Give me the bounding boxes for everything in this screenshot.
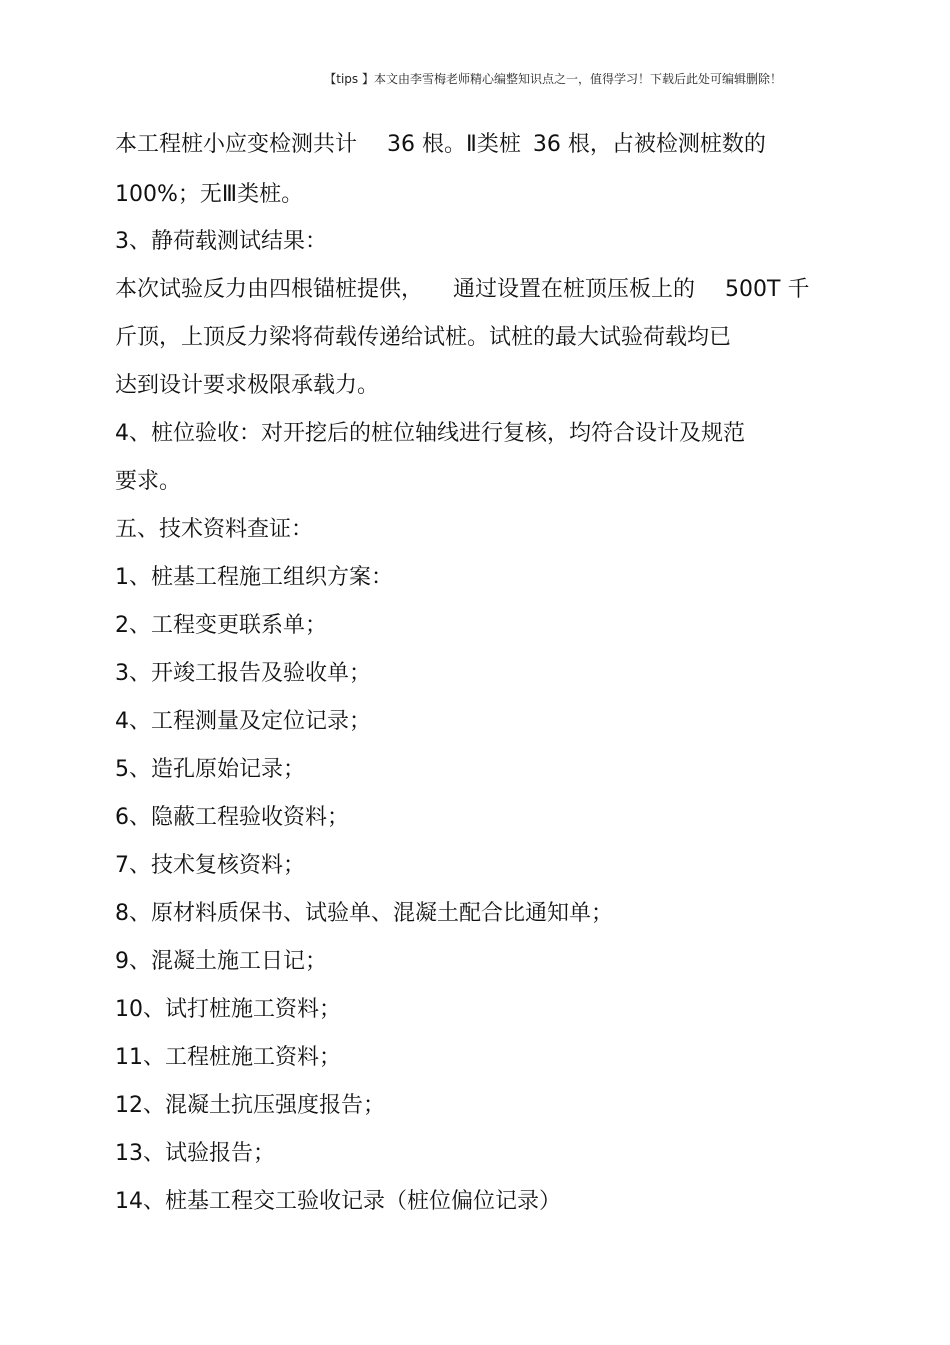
list-item: 14、桩基工程交工验收记录（桩位偏位记录） — [115, 1189, 561, 1214]
tips-header: 【tips 】本文由李雪梅老师精心编整知识点之一，值得学习！下载后此处可编辑删除！ — [324, 72, 782, 86]
list-item: 9、混凝土施工日记； — [115, 949, 327, 974]
list-item: 12、混凝土抗压强度报告； — [115, 1093, 385, 1118]
section-3-title: 3、静荷载测试结果： — [115, 229, 327, 254]
text-segment: 本次试验反力由四根锚桩提供， — [115, 277, 424, 302]
list-item: 8、原材料质保书、试验单、混凝土配合比通知单； — [115, 901, 613, 926]
section-4-line: 4、桩位验收：对开挖后的桩位轴线进行复核，均符合设计及规范 — [115, 421, 745, 446]
list-item: 11、工程桩施工资料； — [115, 1045, 341, 1070]
text-segment: 通过设置在桩顶压板上的 — [453, 277, 696, 302]
list-item: 2、工程变更联系单； — [115, 613, 327, 638]
list-item: 3、开竣工报告及验收单； — [115, 661, 371, 686]
section-4-line-cont: 要求。 — [115, 469, 182, 494]
list-item: 1、桩基工程施工组织方案： — [115, 565, 393, 590]
list-item: 13、试验报告； — [115, 1141, 275, 1166]
list-item: 10、试打桩施工资料； — [115, 997, 341, 1022]
paragraph-line-1 — [115, 130, 766, 160]
paragraph-line-2: 100%；无Ⅲ类桩。 — [115, 182, 304, 207]
paragraph-line-5: 达到设计要求极限承载力。 — [115, 373, 380, 398]
text-segment: 36 根，占被检测桩数的 — [532, 132, 766, 157]
text-segment: 36 根。Ⅱ类桩 — [387, 132, 521, 157]
list-item: 5、造孔原始记录； — [115, 757, 305, 782]
text-segment: 本工程桩小应变检测共计 — [115, 132, 358, 157]
list-item: 6、隐蔽工程验收资料； — [115, 805, 349, 830]
paragraph-line-3 — [115, 275, 809, 305]
paragraph-line-4: 斤顶，上顶反力梁将荷载传递给试桩。试桩的最大试验荷载均已 — [115, 325, 732, 350]
list-item: 7、技术复核资料； — [115, 853, 305, 878]
text-segment: 500T 千 — [725, 277, 810, 302]
section-5-title: 五、技术资料查证： — [115, 517, 314, 542]
list-item: 4、工程测量及定位记录； — [115, 709, 371, 734]
